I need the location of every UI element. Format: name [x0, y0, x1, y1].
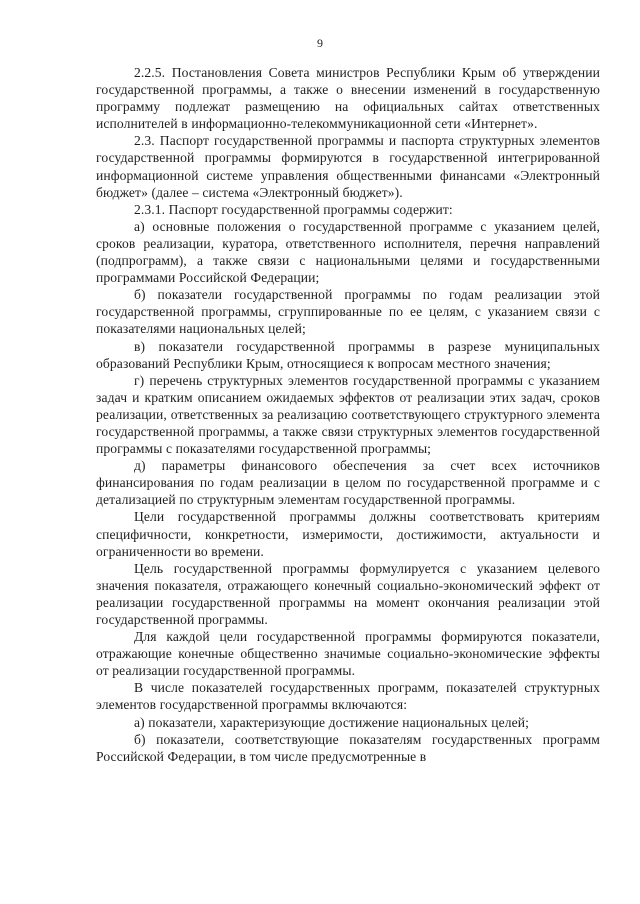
document-body	[96, 64, 600, 765]
indicator-item-b: б) показатели, соответствующие показателям государственных программ Российской Федерации, в том числе предусмотренные в	[96, 731, 600, 764]
list-item-g: г) перечень структурных элементов государственной программы с указанием задач и кратким описанием ожидаемых эффектов от реализации этих задач, сроков реализации, ответственных за реализацию соответствующего структурного элемента государственной программы, а также связи структурных элементов государственной программы с показателями государственной программы;	[96, 372, 600, 457]
list-item-v: в) показатели государственной программы в разрезе муниципальных образований Республики Крым, относящиеся к вопросам местного значения;	[96, 338, 600, 371]
indicator-item-a: а) показатели, характеризующие достижение национальных целей;	[134, 714, 529, 730]
page-number: 9	[317, 36, 323, 50]
paragraph-2-3: 2.3. Паспорт государственной программы и паспорта структурных элементов государственной программы формируются в государственной интегрированной информационной системе управления общественными финансами «Электронный бюджет» (далее – система «Электронный бюджет»).	[96, 133, 600, 200]
paragraph-2-3-1: 2.3.1. Паспорт государственной программы содержит:	[134, 201, 453, 217]
list-item-d: д) параметры финансового обеспечения за счет всех источников финансирования по годам реализации в целом по государственной программе и с детализацией по структурным элементам государственной программы.	[96, 458, 600, 508]
list-item-a: а) основные положения о государственной программе с указанием целей, сроков реализации, куратора, ответственного исполнителя, перечня направлений (подпрограмм), а также связи с национальными целями и государственными программами Российской Федерации;	[96, 218, 600, 286]
paragraph-goal-formulation: Цель государственной программы формулируется с указанием целевого значения показателя, отражающего конечный социально-экономический эффект от реализации государственной программы на момент окончания реализации этой государственной программы.	[96, 560, 600, 627]
paragraph-included-indicators: В числе показателей государственных программ, показателей структурных элементов государственной программы включаются:	[96, 680, 600, 713]
paragraph-2-2-5: 2.2.5. Постановления Совета министров Республики Крым об утверждении государственной программы, а также о внесении изменений в государственную программу подлежат размещению на официальных сайтах ответственных исполнителей в информационно-телекоммуникационной сети «Интернет».	[96, 65, 600, 132]
list-item-b: б) показатели государственной программы по годам реализации этой государственной программы, сгруппированные по ее целям, с указанием связи с показателями национальных целей;	[96, 287, 600, 337]
paragraph-goals-criteria: Цели государственной программы должны соответствовать критериям специфичности, конкретности, измеримости, достижимости, актуальности и ограниченности во времени.	[96, 509, 600, 559]
paragraph-indicators: Для каждой цели государственной программы формируются показатели, отражающие конечные общественно значимые социально-экономические эффекты от реализации государственной программы.	[96, 629, 600, 679]
